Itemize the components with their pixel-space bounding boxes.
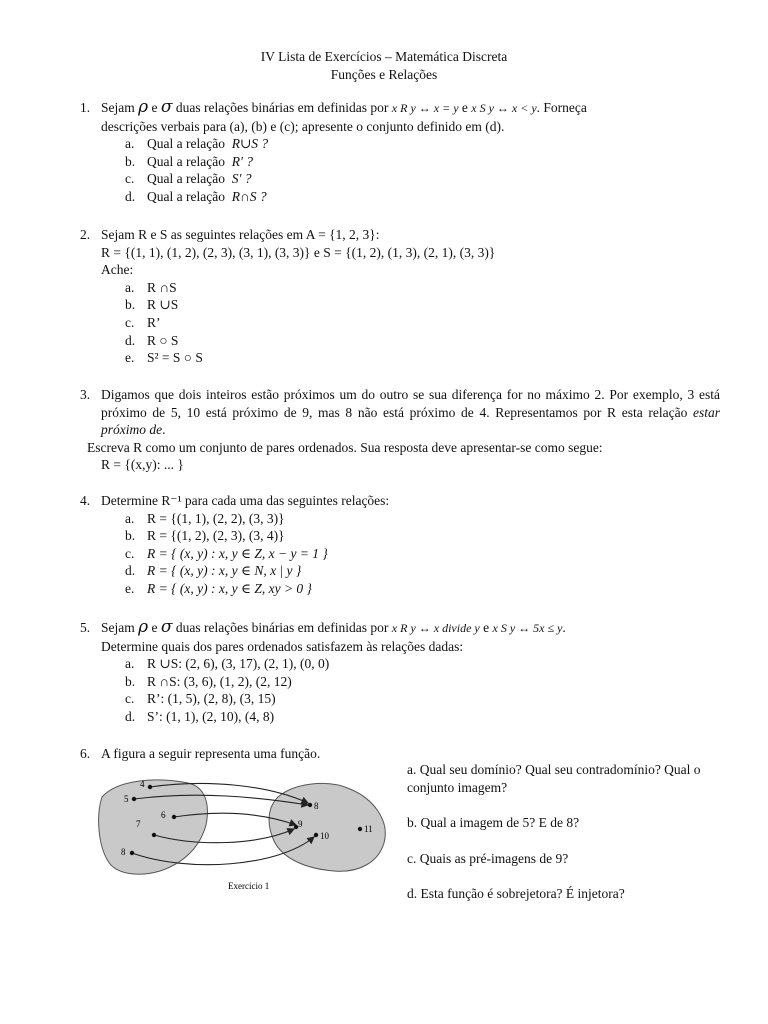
codomain-label: 8 [314, 801, 319, 811]
domain-point [148, 785, 152, 789]
list-item: b. R ∩S: (3, 6), (1, 2), (2, 12) [125, 673, 292, 689]
question-6a: a. Qual seu domínio? Qual seu contradomínio? Qual o conjunto imagem? [407, 762, 701, 795]
question-1 [80, 99, 720, 206]
domain-label: 4 [140, 779, 145, 789]
question-number: 3. [80, 387, 91, 402]
domain-point [172, 815, 176, 819]
relation-s-definition: x S y ↔ 5x ≤ y [492, 621, 563, 635]
domain-point [132, 797, 136, 801]
question-number: 4. [80, 493, 91, 508]
domain-label: 8 [121, 847, 126, 857]
question-4: 4. Determine R⁻¹ para cada uma das seguintes relações: a. R = {(1, 1), (2, 2), (3, 3)} b. R = {(1, 2), (2, 3), (3, 4)} c. R = { (x, y) : x, y ∈ Z, x − y = 1 } d. R = { (x, y) : x, y ∈ N, x | y } e. R = { (x, y) : x, y ∈ Z, xy > 0 } [80, 492, 720, 598]
list-item: b. R = {(1, 2), (2, 3), (3, 4)} [125, 528, 285, 544]
codomain-point [308, 803, 312, 807]
function-diagram [88, 775, 398, 897]
relation-s-definition: x S y ↔ x < y [471, 101, 537, 115]
question-6: 6. A figura a seguir representa uma função. [80, 746, 321, 761]
domain-point [152, 833, 156, 837]
list-item: c. R = { (x, y) : x, y ∈ Z, x − y = 1 } [125, 545, 328, 561]
list-item: c. R’ [125, 314, 161, 330]
question-6-subquestions [407, 761, 737, 903]
question-1-line-1: Sejam ρ e σ duas relações binárias em definidas por x R y ↔ x = y e x S y ↔ x < y. Forneça [101, 97, 587, 117]
domain-set-shape [99, 780, 208, 874]
codomain-label: 10 [320, 831, 329, 841]
domain-label: 5 [124, 794, 129, 804]
domain-label: 7 [136, 819, 141, 829]
list-item: e. R = { (x, y) : x, y ∈ Z, xy > 0 } [125, 580, 312, 596]
page-subtitle: Funções e Relações [330, 67, 438, 82]
rho-symbol: ρ [138, 97, 149, 117]
codomain-point [358, 827, 362, 831]
question-number: 1. [80, 100, 91, 115]
list-item: b. R ∪S [125, 297, 179, 313]
rho-symbol: ρ [138, 617, 149, 637]
question-3: 3. Digamos que dois inteiros estão próximos um do outro se sua diferença for no máximo 2. Por exemplo, 3 está próximo de 5, 10 está próximo de 9, mas 8 não está próximo de 4. Representamos por R esta relação estar próximo de. Escreva R como um conjunto de pares ordenados. Sua resposta deve apresentar-se como segue: R = {(x,y): ... } [80, 387, 720, 473]
domain-point [130, 851, 134, 855]
question-1-line-2: descrições verbais para (a), (b) e (c); apresente o conjunto definido em (d). [101, 118, 505, 134]
list-item: a. R ∪S: (2, 6), (3, 17), (2, 1), (0, 0) [125, 656, 330, 672]
question-2: 2. Sejam R e S as seguintes relações em A = {1, 2, 3}: R = {(1, 1), (1, 2), (2, 3), (3, 1), (3, 3)} e S = {(1, 2), (1, 3), (2, 1), (3, 3)} Ache: a. R ∩S b. R ∪S c. R’ d. R ○ S e. S² = S ○ S [80, 226, 720, 367]
list-item: d. R ○ S [125, 332, 179, 348]
list-item: d. Qual a relação R∩S ? [125, 188, 267, 204]
list-item: d. S’: (1, 1), (2, 10), (4, 8) [125, 708, 275, 724]
domain-label: 6 [161, 810, 166, 820]
list-item: c. R’: (1, 5), (2, 8), (3, 15) [125, 691, 276, 707]
figure-caption: Exercício 1 [228, 881, 270, 891]
list-item: d. R = { (x, y) : x, y ∈ N, x | y } [125, 563, 302, 579]
sigma-symbol: σ [160, 617, 173, 637]
codomain-label: 11 [364, 824, 373, 834]
question-5: 5. Sejam ρ e σ duas relações binárias em definidas por x R y ↔ x divide y e x S y ↔ 5x ≤ y. Determine quais dos pares ordenados satisfazem às relações dadas: a. R ∪S: (2, 6), (3, 17), (2, 1), (0, 0) b. R ∩S: (3, 6), (1, 2), (2, 12) c. R’: (1, 5), (2, 8), (3, 15) d. S’: (1, 1), (2, 10), (4, 8) [80, 619, 720, 726]
question-number: 6. [80, 746, 91, 761]
question-3-paragraph: Digamos que dois inteiros estão próximos um do outro se sua diferença for no máximo 2. Por exemplo, 3 está próximo de 5, 10 está próximo de 9, mas 8 não está próximo de 4. Representamos por R esta relação estar próximo de. [101, 387, 720, 438]
page-title: IV Lista de Exercícios – Matemática Discreta [260, 49, 508, 64]
question-6d: d. Esta função é sobrejetora? É injetora? [407, 886, 625, 902]
question-number: 5. [80, 620, 91, 635]
list-item: b. Qual a relação R′ ? [125, 153, 254, 169]
question-6c: c. Quais as pré-imagens de 9? [407, 850, 569, 866]
sigma-symbol: σ [160, 97, 173, 117]
list-item: c. Qual a relação S′ ? [125, 171, 252, 187]
list-item: a. R ∩S [125, 279, 177, 295]
list-item: a. R = {(1, 1), (2, 2), (3, 3)} [125, 510, 285, 526]
relation-r-definition: x R y ↔ x = y [391, 101, 459, 115]
list-item: a. Qual a relação R∪S ? [125, 136, 269, 152]
relation-r-definition: x R y ↔ x divide y [391, 621, 480, 635]
list-item: e. S² = S ○ S [125, 350, 203, 366]
question-6b: b. Qual a imagem de 5? E de 8? [407, 815, 580, 831]
question-number: 2. [80, 227, 91, 242]
codomain-label: 9 [298, 819, 303, 829]
question-5-line-1: Sejam ρ e σ duas relações binárias em definidas por x R y ↔ x divide y e x S y ↔ 5x ≤ y. [101, 617, 566, 637]
codomain-point [314, 833, 318, 837]
